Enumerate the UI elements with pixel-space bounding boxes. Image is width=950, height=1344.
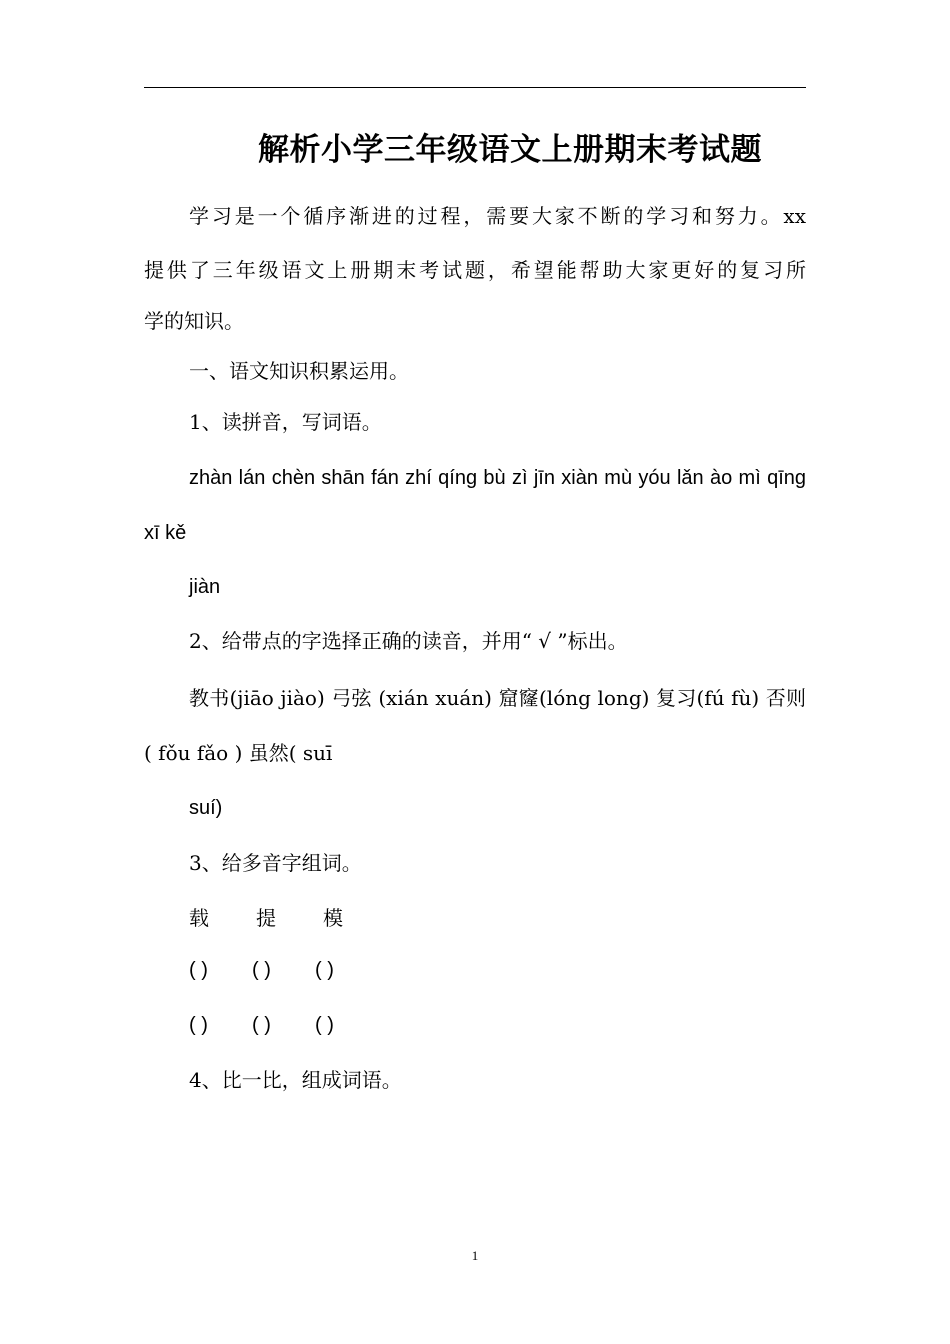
document-title: 解析小学三年级语文上册期末考试题 — [258, 132, 762, 168]
intro-line-2: 提供了三年级语文上册期末考试题，希望能帮助大家更好的复习所 — [144, 258, 806, 282]
page-number: 1 — [471, 1248, 479, 1263]
q3-char: 提 — [256, 906, 276, 930]
q1-pinyin-line-3: jiàn — [189, 576, 221, 598]
q3-chars-row — [189, 905, 343, 931]
q3-blank: ( ) — [315, 1014, 334, 1036]
q3-blank: ( ) — [189, 1014, 208, 1036]
q3-blanks-row-2 — [189, 1012, 334, 1038]
q3-char: 模 — [323, 906, 343, 930]
section-heading-1: 一、语文知识积累运用。 — [189, 359, 409, 383]
q3-blank: ( ) — [252, 1014, 271, 1036]
intro-line-1: 学习是一个循序渐进的过程，需要大家不断的学习和努力。xx — [189, 204, 806, 228]
q3-blank: ( ) — [315, 959, 334, 981]
question-2: 2、给带点的字选择正确的读音，并用“ √ ”标出。 — [189, 629, 628, 653]
q2-line-2: ( fǒu fǎo ) 虽然( suī — [144, 741, 333, 765]
q3-blank: ( ) — [189, 959, 208, 981]
q3-blanks-row-1 — [189, 957, 334, 983]
q1-pinyin-line-2: xī kě — [144, 522, 187, 544]
q2-line-3: suí) — [189, 797, 223, 819]
question-3: 3、给多音字组词。 — [189, 851, 362, 875]
q3-blank: ( ) — [252, 959, 271, 981]
header-rule — [144, 87, 806, 88]
intro-line-3: 学的知识。 — [144, 309, 244, 333]
question-4: 4、比一比，组成词语。 — [189, 1068, 402, 1092]
question-1: 1、读拼音，写词语。 — [189, 410, 382, 434]
q3-char: 载 — [189, 906, 209, 930]
q1-pinyin-line-1: zhàn lán chèn shān fán zhí qíng bù zì jīn xiàn mù yóu lǎn ào mì qīng — [189, 467, 806, 489]
q2-line-1: 教书(jiāo jiào) 弓弦 (xián xuán) 窟窿(lóng long) 复习(fú fù) 否则 — [189, 686, 806, 710]
